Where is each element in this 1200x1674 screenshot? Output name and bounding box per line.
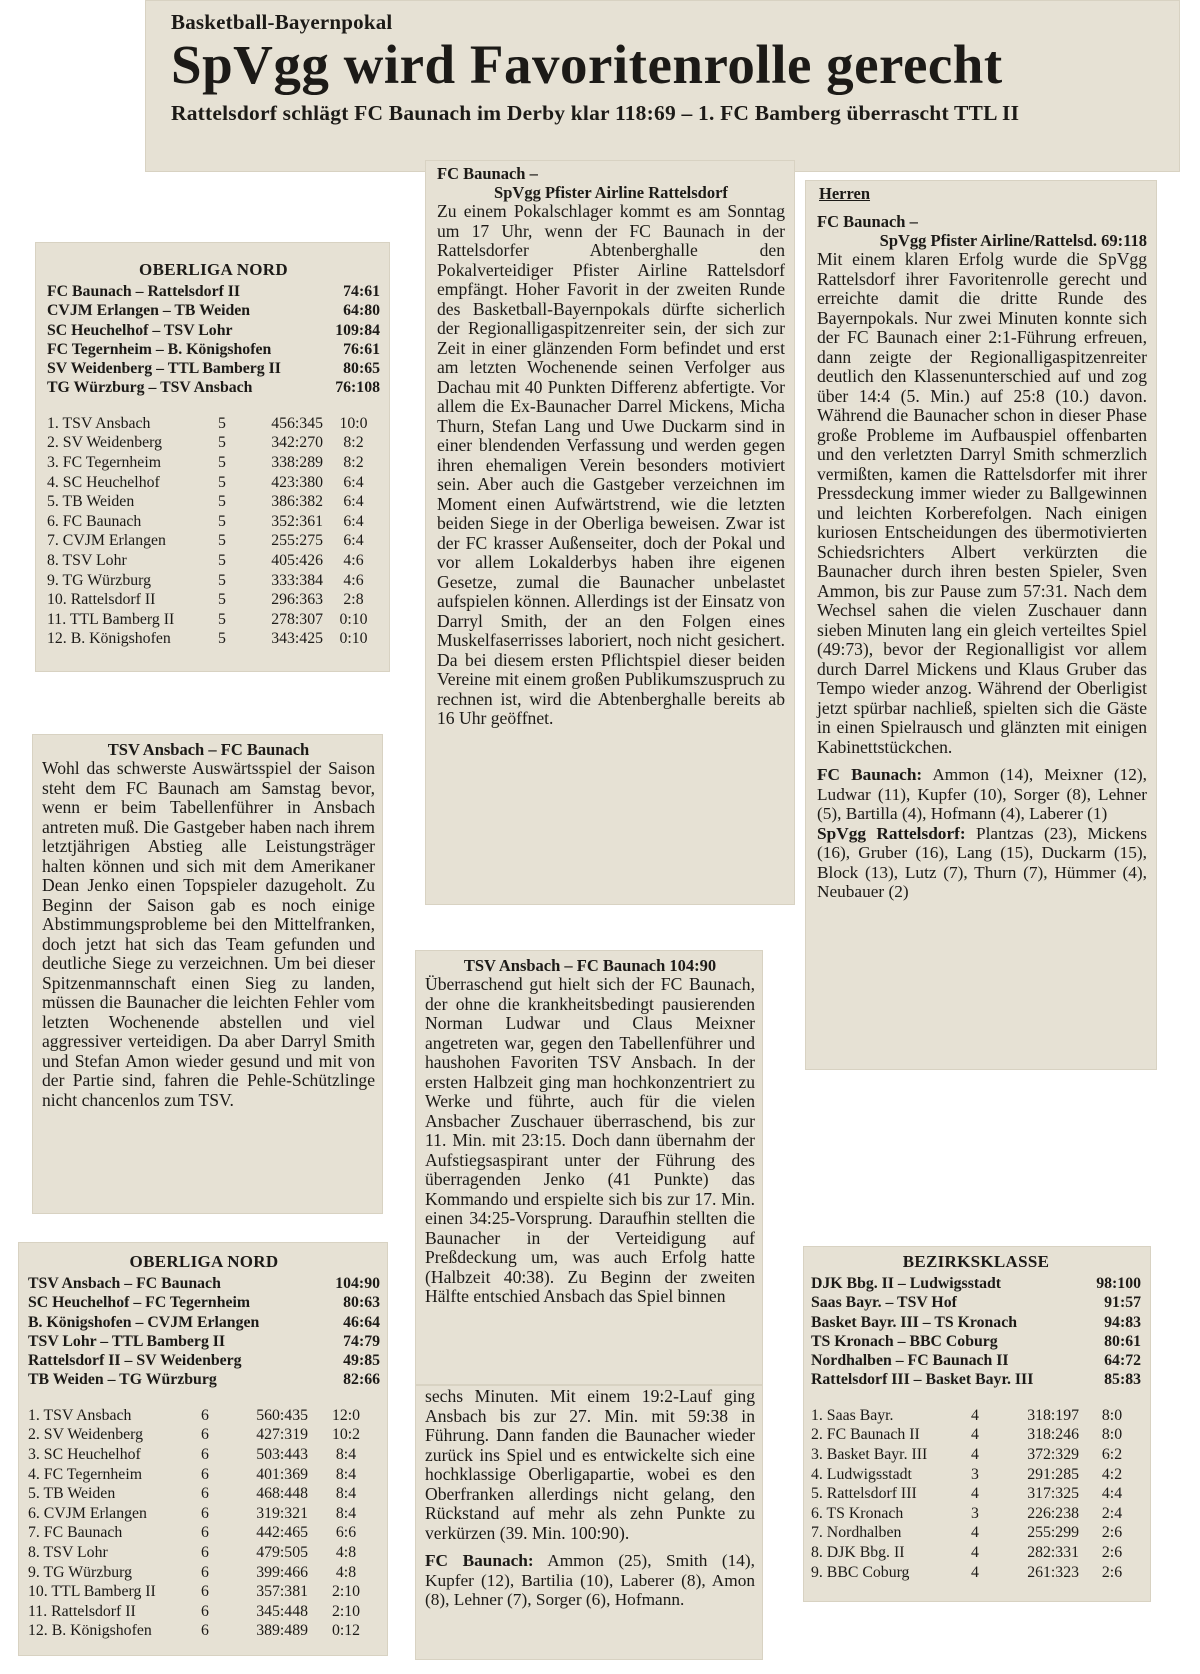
basket-diff-cell: 560:435 bbox=[256, 1406, 308, 1424]
team-cell: 4. SC Heuchelhof bbox=[47, 473, 160, 491]
match-cell: B. Königshofen – CVJM Erlangen bbox=[28, 1313, 260, 1331]
basket-diff-cell: 261:323 bbox=[1027, 1563, 1079, 1581]
points-cell: 4:2 bbox=[1101, 1465, 1123, 1483]
table-title: OBERLIGA NORD bbox=[139, 260, 288, 279]
score-cell: 91:57 bbox=[1104, 1294, 1141, 1312]
basket-diff-cell: 318:246 bbox=[1027, 1426, 1079, 1444]
score-cell: 76:61 bbox=[343, 340, 380, 358]
games-cell: 4 bbox=[971, 1426, 979, 1444]
table-row bbox=[47, 492, 380, 512]
points-cell: 8:2 bbox=[343, 434, 364, 452]
score-cell: 74:79 bbox=[343, 1332, 380, 1350]
score-cell: 80:63 bbox=[343, 1294, 380, 1312]
article-herren-pokal bbox=[805, 180, 1157, 1070]
match-cell: SC Heuchelhof – TSV Lohr bbox=[47, 321, 233, 339]
points-cell: 8:4 bbox=[335, 1485, 357, 1503]
games-cell: 4 bbox=[971, 1445, 979, 1463]
points-cell: 2:4 bbox=[1101, 1504, 1123, 1522]
article-title: TSV Ansbach – FC Baunach 104:90 bbox=[463, 956, 717, 975]
lineup bbox=[425, 1551, 755, 1610]
points-cell: 4:6 bbox=[343, 571, 364, 589]
match-cell: FC Baunach – Rattelsdorf II bbox=[47, 283, 241, 300]
table-row bbox=[28, 1563, 380, 1583]
games-cell: 6 bbox=[201, 1465, 209, 1483]
games-cell: 5 bbox=[218, 414, 226, 432]
table-row bbox=[28, 1523, 380, 1543]
basket-diff-cell: 427:319 bbox=[256, 1426, 308, 1444]
games-cell: 6 bbox=[201, 1543, 209, 1561]
table-row bbox=[47, 378, 380, 397]
points-cell: 12:0 bbox=[331, 1406, 361, 1424]
lineup-baunach bbox=[817, 765, 1147, 824]
article-result-ansbach-continued bbox=[415, 1385, 763, 1660]
games-cell: 3 bbox=[971, 1504, 979, 1522]
basket-diff-cell: 255:275 bbox=[271, 532, 323, 550]
points-cell: 2:10 bbox=[331, 1602, 361, 1620]
basket-diff-cell: 282:331 bbox=[1027, 1543, 1079, 1561]
basket-diff-cell: 468:448 bbox=[256, 1485, 308, 1503]
basket-diff-cell: 291:285 bbox=[1027, 1465, 1079, 1483]
score-cell: 98:100 bbox=[1096, 1275, 1141, 1292]
team-cell: 10. TTL Bamberg II bbox=[28, 1583, 156, 1601]
basket-diff-cell: 319:321 bbox=[256, 1504, 308, 1522]
score-cell: 104:90 bbox=[335, 1275, 380, 1292]
basket-diff-cell: 405:426 bbox=[271, 551, 323, 569]
points-cell: 10:2 bbox=[331, 1426, 361, 1444]
table-row bbox=[47, 433, 380, 453]
points-cell: 2:6 bbox=[1101, 1563, 1123, 1581]
games-cell: 4 bbox=[971, 1406, 979, 1424]
team-cell: 3. Basket Bayr. III bbox=[811, 1445, 928, 1463]
basket-diff-cell: 399:466 bbox=[256, 1563, 308, 1581]
games-cell: 6 bbox=[201, 1622, 209, 1640]
table-row bbox=[47, 590, 380, 610]
basket-diff-cell: 317:325 bbox=[1027, 1485, 1079, 1503]
basket-diff-cell: 345:448 bbox=[256, 1602, 308, 1620]
lineup-team: FC Baunach: bbox=[425, 1551, 534, 1570]
table-row bbox=[811, 1563, 1141, 1583]
team-cell: 6. CVJM Erlangen bbox=[28, 1504, 147, 1522]
games-cell: 5 bbox=[218, 610, 226, 628]
table-row bbox=[47, 321, 380, 340]
basket-diff-cell: 296:363 bbox=[271, 591, 323, 609]
table-row bbox=[47, 571, 380, 591]
games-cell: 6 bbox=[201, 1583, 209, 1601]
team-cell: 8. DJK Bbg. II bbox=[811, 1543, 905, 1561]
points-cell: 2:10 bbox=[331, 1583, 361, 1601]
team-cell: 12. B. Königshofen bbox=[28, 1622, 152, 1640]
points-cell: 6:4 bbox=[343, 532, 364, 550]
games-cell: 6 bbox=[201, 1563, 209, 1581]
table-row bbox=[811, 1465, 1141, 1485]
team-cell: 9. TG Würzburg bbox=[47, 571, 151, 589]
kicker: Basketball-Bayernpokal bbox=[171, 10, 393, 34]
table-row bbox=[28, 1332, 380, 1351]
article-body-part2: sechs Minuten. Mit einem 19:2-Lauf ging Ansbach bis zur 27. Min. mit 59:38 in Führung. Dann fanden die Baunacher wieder zurück ins Spiel und es entwickelte sich eine hochklassige Oberligapartie, wobei es den Oberfranken allerdings nicht gelang, den Rückstand auf mehr als zehn Punkte zu verkürzen (39. Min. 100:90). bbox=[425, 1386, 755, 1543]
games-cell: 4 bbox=[971, 1524, 979, 1542]
results-table bbox=[28, 1274, 380, 1390]
score-cell: 49:85 bbox=[343, 1352, 380, 1370]
table-row bbox=[47, 473, 380, 493]
games-cell: 6 bbox=[201, 1485, 209, 1503]
team-cell: 7. FC Baunach bbox=[28, 1524, 123, 1542]
table-row bbox=[28, 1274, 380, 1293]
score-cell: 80:61 bbox=[1104, 1332, 1141, 1350]
team-cell: 1. Saas Bayr. bbox=[811, 1406, 894, 1424]
team-cell: 2. SV Weidenberg bbox=[47, 434, 163, 452]
games-cell: 5 bbox=[218, 532, 226, 550]
team-cell: 1. TSV Ansbach bbox=[28, 1406, 132, 1424]
games-cell: 5 bbox=[218, 630, 226, 648]
points-cell: 4:8 bbox=[335, 1563, 357, 1581]
team-cell: 7. Nordhalben bbox=[811, 1524, 902, 1542]
lineup-players: Ammon (14), Meixner (12), Ludwar (11), Kupfer (10), Sorger (8), Lehner (5), Bartilla (4), Hofmann (4), Laberer (1) bbox=[817, 765, 1147, 823]
basket-diff-cell: 423:380 bbox=[271, 473, 323, 491]
team-cell: 8. TSV Lohr bbox=[28, 1543, 108, 1561]
oberliga-table-2 bbox=[18, 1242, 388, 1656]
table-row bbox=[28, 1602, 380, 1622]
table-row bbox=[28, 1484, 380, 1504]
lineup-players: Ammon (25), Smith (14), Kupfer (12), Bartilia (10), Laberer (8), Amon (8), Lehner (7), Sorger (6), Hofmann. bbox=[425, 1551, 755, 1609]
team-cell: 9. BBC Coburg bbox=[811, 1563, 910, 1581]
score-cell: 74:61 bbox=[343, 283, 380, 300]
score-cell: 94:83 bbox=[1104, 1313, 1141, 1331]
table-row bbox=[47, 301, 380, 320]
basket-diff-cell: 333:384 bbox=[271, 571, 323, 589]
points-cell: 2:6 bbox=[1101, 1524, 1123, 1542]
lineup-rattelsdorf bbox=[817, 824, 1147, 902]
article-title-line2: SpVgg Pfister Airline Rattelsdorf bbox=[494, 183, 728, 202]
table-row bbox=[28, 1313, 380, 1332]
points-cell: 4:4 bbox=[1101, 1485, 1123, 1503]
games-cell: 6 bbox=[201, 1602, 209, 1620]
points-cell: 6:2 bbox=[1101, 1445, 1123, 1463]
standings-table bbox=[28, 1406, 380, 1641]
team-cell: 11. TTL Bamberg II bbox=[47, 610, 175, 628]
points-cell: 0:12 bbox=[331, 1622, 361, 1640]
points-cell: 0:10 bbox=[339, 610, 368, 628]
games-cell: 4 bbox=[971, 1563, 979, 1581]
score-cell: 82:66 bbox=[343, 1371, 380, 1389]
games-cell: 5 bbox=[218, 453, 226, 471]
points-cell: 10:0 bbox=[339, 414, 368, 432]
table-row bbox=[47, 282, 380, 301]
results-table bbox=[811, 1274, 1141, 1390]
results-table bbox=[47, 282, 380, 398]
table-row bbox=[28, 1293, 380, 1312]
subheadline: Rattelsdorf schlägt FC Baunach im Derby klar 118:69 – 1. FC Bamberg überrascht TTL II bbox=[171, 101, 1020, 125]
games-cell: 3 bbox=[971, 1465, 979, 1483]
article-body: Mit einem klaren Erfolg wurde die SpVgg Rattelsdorf ihrer Favoritenrolle gerecht und erreichte damit die dritte Runde des Bayernpokals. Nur zwei Minuten konnte sich der FC Baunach einer 2:1-Führung erfreuen, dann zeigte der Regionalligaspitzenreiter deutlich den Klassenunterschied auf und zog über 14:4 (5. Min.) auf 25:8 (10.) davon. Während die Baunacher schon in dieser Phase große Probleme im Aufbauspiel offenbarten und den verletzten Darryl Smith schmerzlich vermißten, kamen die Rattelsdorfer mit ihrer Pressdeckung immer wieder zu Ballgewinnen und leichten Korberefolgen. Nach einigen kuriosen Entscheidungen des übermotivierten Schiedsrichters Albert verkürzten die Baunacher durch ihren besten Spieler, Sven Ammon, bis zur Pause zum 57:31. Nach dem Wechsel sahen die vielen Zuschauer dann sieben Minuten lang ein gleich verteiltes Spiel (49:73), bevor der Regionalligist vor allem durch Darrel Mickens und Klaus Gruber das Tempo wieder anzog. Während der Oberligist jetzt spürbar nachließ, spielten sich die Gäste in einen Spielrausch und glänzten mit einigen Kabinettstückchen. bbox=[817, 249, 1147, 757]
games-cell: 4 bbox=[971, 1485, 979, 1503]
table-row bbox=[811, 1504, 1141, 1524]
points-cell: 6:6 bbox=[335, 1524, 357, 1542]
table-row bbox=[47, 453, 380, 473]
score-cell: 109:84 bbox=[335, 321, 380, 339]
games-cell: 5 bbox=[218, 493, 226, 511]
points-cell: 2:6 bbox=[1101, 1543, 1123, 1561]
match-cell: Basket Bayr. III – TS Kronach bbox=[811, 1313, 1017, 1331]
games-cell: 6 bbox=[201, 1524, 209, 1542]
team-cell: 5. Rattelsdorf III bbox=[811, 1485, 917, 1503]
lineup-team: FC Baunach: bbox=[817, 765, 923, 784]
article-body: Zu einem Pokalschlager kommt es am Sonntag um 17 Uhr, wenn der FC Baunach in der Rattelsdorfer Abtenberghalle den Pokalverteidiger Pfister Airline Rattelsdorf empfängt. Hoher Favorit in der zweiten Runde des Basketball-Bayernpokals dürfte sicherlich der Regionalligaspitzenreiter sein, der sich zur Zeit in einer glänzenden Form befindet und erst am letzten Wochenende seinen Verfolger aus Dachau mit 40 Punkten Differenz abfertigte. Vor allem die Ex-Baunacher Darrel Mickens, Micha Thurn, Stefan Lang und Uwe Duckarm sind in einer blendenden Verfassung und werden gegen ihren ehemaligen Verein besonders motiviert sein. Aber auch die Gastgeber verzeichnen im Moment einen Aufwärtstrend, wie die letzten beiden Siege in der Oberliga beweisen. Zwar ist der FC krasser Außenseiter, doch der Pokal und vor allem Lokalderbys haben ihre eigenen Gesetze, zumal die Baunacher unbelastet aufspielen können. Allerdings ist der Einsatz von Darryl Smith, der an den Folgen eines Muskelfaserrisses laboriert, noch nicht gesichert. Da bei diesem ersten Pflichtspiel dieser beiden Vereine mit einem großen Publikumszuspruch zu rechnen ist, wird die Abtenberghalle bereits ab 16 Uhr geöffnet. bbox=[437, 201, 785, 728]
table-row bbox=[47, 512, 380, 532]
basket-diff-cell: 372:329 bbox=[1027, 1445, 1079, 1463]
table-row bbox=[47, 414, 380, 434]
table-row bbox=[28, 1406, 380, 1426]
table-row bbox=[811, 1351, 1141, 1370]
table-title: OBERLIGA NORD bbox=[129, 1252, 279, 1271]
basket-diff-cell: 338:289 bbox=[271, 453, 323, 471]
article-preview-ansbach bbox=[32, 734, 383, 1214]
basket-diff-cell: 255:299 bbox=[1027, 1524, 1079, 1542]
basket-diff-cell: 401:369 bbox=[256, 1465, 308, 1483]
basket-diff-cell: 278:307 bbox=[271, 610, 323, 628]
table-row bbox=[811, 1313, 1141, 1332]
article-result-ansbach bbox=[415, 950, 763, 1385]
table-row bbox=[47, 340, 380, 359]
basket-diff-cell: 456:345 bbox=[271, 414, 323, 432]
team-cell: 1. TSV Ansbach bbox=[47, 414, 151, 432]
basket-diff-cell: 318:197 bbox=[1027, 1406, 1079, 1424]
points-cell: 8:0 bbox=[1101, 1426, 1123, 1444]
article-preview-pokal bbox=[425, 160, 795, 905]
team-cell: 8. TSV Lohr bbox=[47, 551, 127, 569]
games-cell: 5 bbox=[218, 571, 226, 589]
score-cell: 64:72 bbox=[1104, 1352, 1141, 1370]
table-row bbox=[811, 1543, 1141, 1563]
match-cell: SV Weidenberg – TTL Bamberg II bbox=[47, 360, 281, 378]
section-label: Herren bbox=[819, 184, 871, 203]
games-cell: 4 bbox=[971, 1543, 979, 1561]
bezirksklasse-table bbox=[803, 1246, 1151, 1602]
score-cell: 64:80 bbox=[343, 302, 380, 320]
table-row bbox=[28, 1582, 380, 1602]
headline-clipping bbox=[145, 0, 1180, 172]
headline: SpVgg wird Favoritenrolle gerecht bbox=[171, 34, 1003, 95]
table-title: BEZIRKSKLASSE bbox=[902, 1252, 1050, 1271]
lineup-team: SpVgg Rattelsdorf: bbox=[817, 823, 966, 843]
basket-diff-cell: 352:361 bbox=[271, 512, 323, 530]
match-cell: TSV Lohr – TTL Bamberg II bbox=[28, 1332, 226, 1350]
team-cell: 3. SC Heuchelhof bbox=[28, 1445, 141, 1463]
games-cell: 6 bbox=[201, 1406, 209, 1424]
games-cell: 5 bbox=[218, 473, 226, 491]
games-cell: 5 bbox=[218, 551, 226, 569]
team-cell: 5. TB Weiden bbox=[28, 1485, 116, 1503]
match-cell: TB Weiden – TG Würzburg bbox=[28, 1371, 217, 1389]
match-cell: SC Heuchelhof – FC Tegernheim bbox=[28, 1294, 251, 1312]
team-cell: 10. Rattelsdorf II bbox=[47, 591, 156, 609]
team-cell: 7. CVJM Erlangen bbox=[47, 532, 166, 550]
score-cell: 76:108 bbox=[335, 379, 380, 397]
points-cell: 8:4 bbox=[335, 1445, 357, 1463]
match-cell: Saas Bayr. – TSV Hof bbox=[811, 1294, 957, 1312]
table-row bbox=[811, 1425, 1141, 1445]
games-cell: 5 bbox=[218, 591, 226, 609]
team-cell: 6. FC Baunach bbox=[47, 512, 142, 530]
table-row bbox=[28, 1504, 380, 1524]
team-cell: 6. TS Kronach bbox=[811, 1504, 904, 1522]
score-cell: 46:64 bbox=[343, 1313, 380, 1331]
score-cell: 85:83 bbox=[1104, 1371, 1141, 1389]
team-cell: 5. TB Weiden bbox=[47, 493, 135, 511]
table-row bbox=[811, 1406, 1141, 1426]
team-cell: 4. FC Tegernheim bbox=[28, 1465, 142, 1483]
table-row bbox=[47, 610, 380, 630]
score-cell: 80:65 bbox=[343, 360, 380, 378]
article-title: TSV Ansbach – FC Baunach bbox=[107, 740, 310, 759]
article-title-line1: FC Baunach – bbox=[437, 164, 538, 183]
lineup-players: Plantzas (23), Mickens (16), Gruber (16), Lang (15), Duckarm (15), Block (13), Lutz (7), Thurn (7), Hümmer (4), Neubauer (2) bbox=[817, 823, 1147, 901]
points-cell: 0:10 bbox=[339, 630, 368, 648]
table-row bbox=[28, 1351, 380, 1370]
basket-diff-cell: 479:505 bbox=[256, 1543, 308, 1561]
table-row bbox=[47, 359, 380, 378]
team-cell: 11. Rattelsdorf II bbox=[28, 1602, 136, 1620]
points-cell: 4:8 bbox=[335, 1543, 357, 1561]
points-cell: 6:4 bbox=[343, 512, 364, 530]
points-cell: 8:0 bbox=[1101, 1406, 1123, 1424]
match-cell: DJK Bbg. II – Ludwigsstadt bbox=[811, 1275, 1002, 1292]
points-cell: 6:4 bbox=[343, 493, 364, 511]
table-row bbox=[811, 1484, 1141, 1504]
table-row bbox=[811, 1370, 1141, 1389]
team-cell: 9. TG Würzburg bbox=[28, 1563, 132, 1581]
basket-diff-cell: 503:443 bbox=[256, 1445, 308, 1463]
points-cell: 8:2 bbox=[343, 453, 364, 471]
games-cell: 5 bbox=[218, 512, 226, 530]
points-cell: 8:4 bbox=[335, 1465, 357, 1483]
table-row bbox=[47, 629, 380, 649]
match-cell: TS Kronach – BBC Coburg bbox=[811, 1332, 998, 1350]
table-row bbox=[28, 1543, 380, 1563]
article-title-line1: FC Baunach – bbox=[817, 212, 918, 231]
standings-table bbox=[811, 1406, 1141, 1582]
match-cell: Nordhalben – FC Baunach II bbox=[811, 1352, 1009, 1370]
team-cell: 2. FC Baunach II bbox=[811, 1426, 920, 1444]
basket-diff-cell: 442:465 bbox=[256, 1524, 308, 1542]
basket-diff-cell: 342:270 bbox=[271, 434, 323, 452]
article-body-part1: Überraschend gut hielt sich der FC Baunach, der ohne die krankheitsbedingt pausierenden Norman Ludwar und Claus Meixner angetreten war, gegen den Tabellenführer und haushohen Favoriten TSV Ansbach. In der ersten Halbzeit ging man hochkonzentriert zu Werke und führte, auch für die vielen Ansbacher Zuschauer überraschend, bis zur 11. Min. mit 23:15. Doch dann übernahm der Aufstiegsaspirant unter der Führung des überragenden Jenko (41 Punkte) das Kommando und erspielte sich bis zur 17. Min. einen 34:25-Vorsprung. Daraufhin stellten die Baunacher in der Verteidigung auf Preßdeckung um, was auch Erfolg hatte (Halbzeit 40:38). Zu Beginn der zweiten Hälfte entschied Ansbach das Spiel binnen bbox=[425, 974, 755, 1306]
basket-diff-cell: 226:238 bbox=[1027, 1504, 1079, 1522]
match-cell: TSV Ansbach – FC Baunach bbox=[28, 1275, 221, 1292]
points-cell: 2:8 bbox=[343, 591, 364, 609]
table-row bbox=[811, 1332, 1141, 1351]
table-row bbox=[811, 1293, 1141, 1312]
games-cell: 5 bbox=[218, 434, 226, 452]
basket-diff-cell: 343:425 bbox=[271, 630, 323, 648]
match-cell: Rattelsdorf II – SV Weidenberg bbox=[28, 1352, 242, 1370]
oberliga-table-1 bbox=[35, 242, 390, 672]
team-cell: 4. Ludwigsstadt bbox=[811, 1465, 912, 1483]
points-cell: 4:6 bbox=[343, 551, 364, 569]
basket-diff-cell: 386:382 bbox=[271, 493, 323, 511]
games-cell: 6 bbox=[201, 1426, 209, 1444]
table-row bbox=[811, 1274, 1141, 1293]
match-cell: TG Würzburg – TSV Ansbach bbox=[47, 379, 253, 397]
points-cell: 8:4 bbox=[335, 1504, 357, 1522]
games-cell: 6 bbox=[201, 1504, 209, 1522]
team-cell: 12. B. Königshofen bbox=[47, 630, 171, 648]
match-cell: FC Tegernheim – B. Königshofen bbox=[47, 340, 272, 358]
table-row bbox=[811, 1445, 1141, 1465]
match-cell: CVJM Erlangen – TB Weiden bbox=[47, 302, 251, 320]
team-cell: 2. SV Weidenberg bbox=[28, 1426, 144, 1444]
table-row bbox=[28, 1465, 380, 1485]
basket-diff-cell: 389:489 bbox=[256, 1622, 308, 1640]
table-row bbox=[811, 1523, 1141, 1543]
table-row bbox=[28, 1425, 380, 1445]
games-cell: 6 bbox=[201, 1445, 209, 1463]
standings-table bbox=[47, 414, 380, 649]
match-cell: Rattelsdorf III – Basket Bayr. III bbox=[811, 1371, 1034, 1389]
table-row bbox=[28, 1370, 380, 1389]
article-title-line2: SpVgg Pfister Airline/Rattelsd. 69:118 bbox=[879, 231, 1147, 250]
team-cell: 3. FC Tegernheim bbox=[47, 453, 161, 471]
article-body: Wohl das schwerste Auswärtsspiel der Saison steht dem FC Baunach am Samstag bevor, wenn er beim Tabellenführer in Ansbach antreten muß. Die Gastgeber haben nach ihrem letztjährigen Abstieg alle Leistungsträger halten können und sich mit dem Amerikaner Dean Jenko einen Topspieler dazugeholt. Zu Beginn der Saison gab es noch einige Abstimmungsprobleme bei den Mittelfranken, doch jetzt hat sich das Team gefunden und deutliche Siege zu verzeichnen. Um bei dieser Spitzenmannschaft einen Sieg zu landen, müssen die Baunacher die leichten Fehler vom letzten Wochenende abstellen und viel aggressiver verteidigen. Da aber Darryl Smith und Stefan Amon wieder gesund und mit von der Partie sind, fahren die Pehle-Schützlinge nicht chancenlos zum TSV. bbox=[42, 758, 375, 1110]
table-row bbox=[47, 531, 380, 551]
table-row bbox=[28, 1621, 380, 1641]
table-row bbox=[28, 1445, 380, 1465]
points-cell: 6:4 bbox=[343, 473, 364, 491]
basket-diff-cell: 357:381 bbox=[256, 1583, 308, 1601]
table-row bbox=[47, 551, 380, 571]
